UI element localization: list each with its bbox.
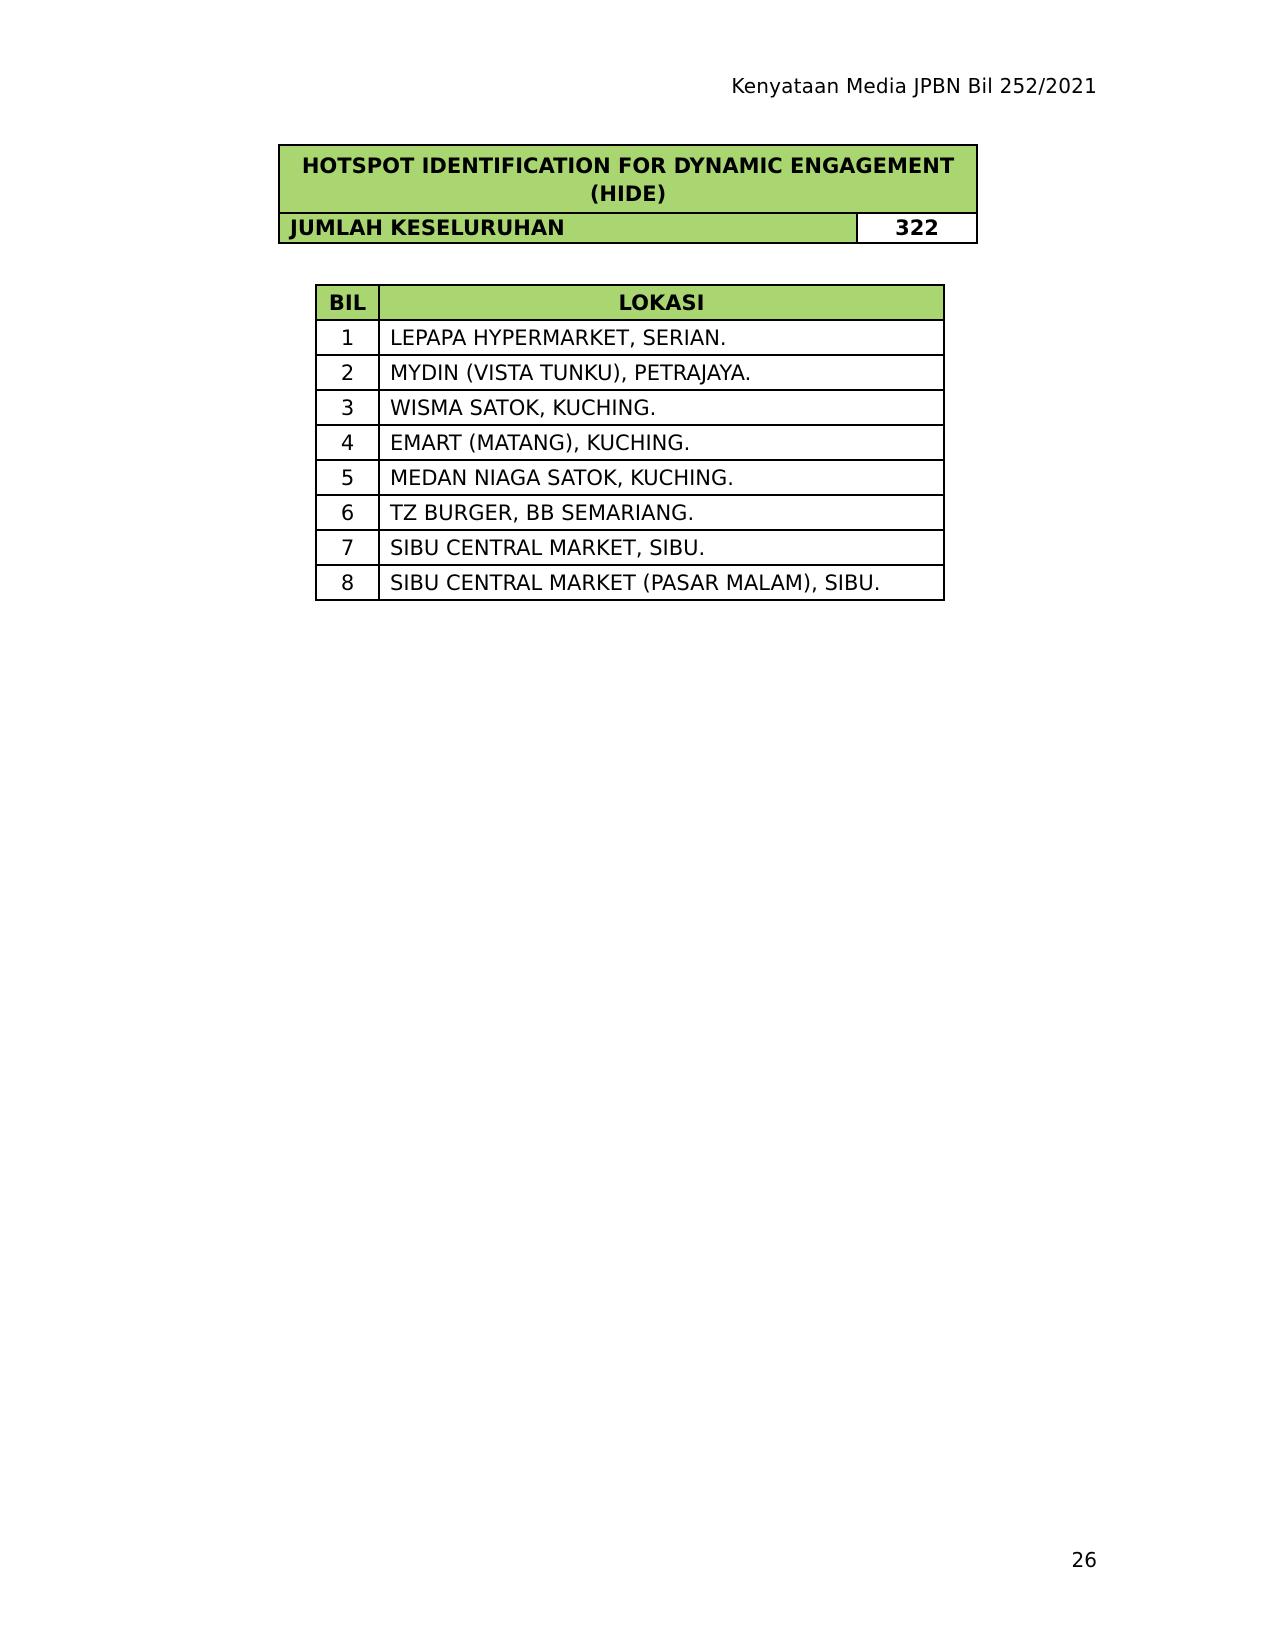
row-location: SIBU CENTRAL MARKET (PASAR MALAM), SIBU. [379,565,944,600]
row-number: 3 [316,390,379,425]
table-row [316,530,944,565]
row-number: 2 [316,355,379,390]
location-table [315,284,945,601]
row-location: LEPAPA HYPERMARKET, SERIAN. [379,320,944,355]
page-number: 26 [1071,1548,1097,1572]
table-row [316,460,944,495]
summary-total-value: 322 [858,214,976,242]
row-location: MEDAN NIAGA SATOK, KUCHING. [379,460,944,495]
row-number: 4 [316,425,379,460]
row-location: WISMA SATOK, KUCHING. [379,390,944,425]
table-row [316,390,944,425]
row-location: MYDIN (VISTA TUNKU), PETRAJAYA. [379,355,944,390]
row-number: 5 [316,460,379,495]
table-row [316,495,944,530]
row-number: 7 [316,530,379,565]
table-row [316,355,944,390]
row-number: 1 [316,320,379,355]
table-header-row [316,285,944,320]
row-location: EMART (MATANG), KUCHING. [379,425,944,460]
summary-total-row [280,214,976,242]
row-number: 8 [316,565,379,600]
table-row [316,425,944,460]
row-location: TZ BURGER, BB SEMARIANG. [379,495,944,530]
table-row [316,565,944,600]
row-number: 6 [316,495,379,530]
document-reference: Kenyataan Media JPBN Bil 252/2021 [731,74,1097,98]
table-row [316,320,944,355]
summary-total-label: JUMLAH KESELURUHAN [280,214,858,242]
summary-box [278,144,978,244]
summary-title: HOTSPOT IDENTIFICATION FOR DYNAMIC ENGAGEMENT (HIDE) [280,146,976,214]
column-header-lokasi: LOKASI [379,285,944,320]
row-location: SIBU CENTRAL MARKET, SIBU. [379,530,944,565]
column-header-bil: BIL [316,285,379,320]
